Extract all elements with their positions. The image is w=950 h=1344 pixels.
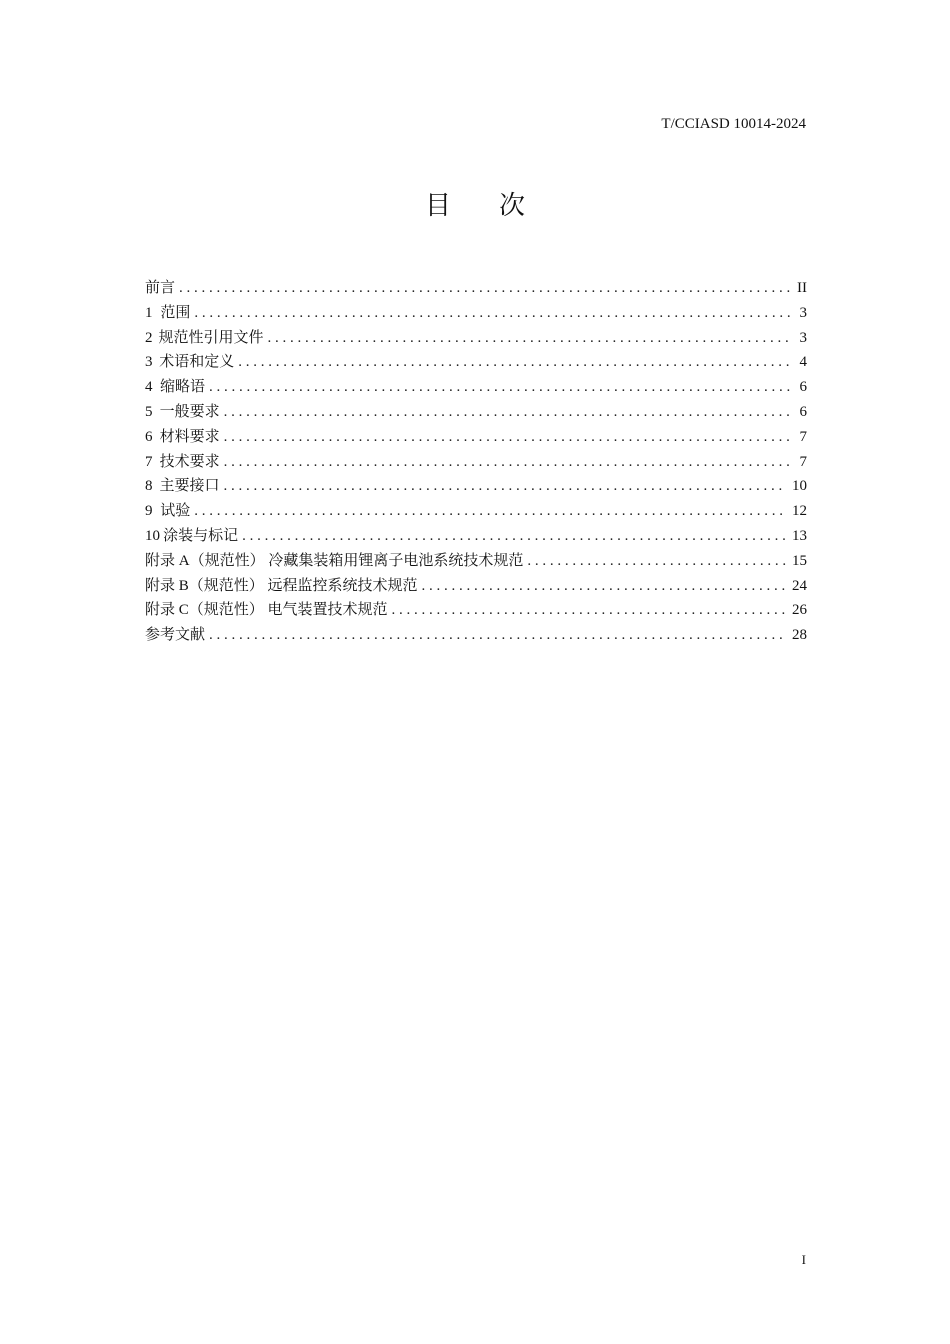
toc-item-references[interactable] [145, 624, 807, 649]
toc-item-number: 4 [145, 379, 153, 396]
toc-leader-dots [238, 351, 791, 373]
toc-item-label: 技术要求 [159, 453, 220, 470]
toc-item-label: 前言 [145, 280, 176, 296]
toc-item-page: 4 [799, 354, 807, 371]
toc-item-number: 8 [145, 478, 153, 495]
toc-leader-dots [194, 302, 791, 324]
toc-item-3[interactable] [145, 351, 807, 376]
toc-item-page: 12 [792, 503, 807, 520]
page-title [0, 189, 950, 223]
table-of-contents [145, 277, 807, 649]
toc-item-page: 10 [792, 478, 807, 495]
toc-item-page: 3 [799, 304, 807, 321]
toc-item-number: 10 [145, 527, 160, 544]
toc-leader-dots [527, 550, 786, 572]
toc-item-page: 7 [799, 428, 807, 445]
toc-leader-dots [179, 277, 791, 299]
toc-item-label: 缩略语 [159, 379, 205, 396]
toc-item-1[interactable] [145, 302, 807, 327]
toc-item-page: 24 [792, 577, 807, 594]
toc-item-label: 主要接口 [159, 478, 220, 495]
toc-item-appendix-c[interactable] [145, 599, 807, 624]
toc-item-label: 附录 B（规范性） 远程监控系统技术规范 [145, 577, 418, 594]
toc-item-label: 范围 [160, 304, 191, 321]
toc-item-label: 规范性引用文件 [158, 329, 264, 346]
toc-leader-dots [209, 376, 791, 398]
toc-item-number: 3 [145, 354, 153, 371]
toc-item-8[interactable] [145, 475, 807, 500]
toc-leader-dots [223, 475, 786, 497]
toc-leader-dots [267, 327, 791, 349]
toc-item-7[interactable] [145, 451, 807, 476]
toc-item-page: 6 [799, 379, 807, 396]
toc-item-page: 3 [799, 329, 807, 346]
standard-number: T/CCIASD 10014-2024 [661, 116, 806, 132]
title-char-1: 目 [424, 191, 451, 221]
toc-item-number: 6 [145, 428, 153, 445]
toc-item-label: 材料要求 [159, 428, 220, 445]
toc-item-number: 9 [145, 503, 153, 520]
toc-item-label: 参考文献 [145, 627, 206, 644]
toc-item-label: 术语和定义 [159, 354, 235, 371]
toc-item-label: 附录 A（规范性） 冷藏集装箱用锂离子电池系统技术规范 [145, 552, 524, 569]
toc-leader-dots [194, 500, 786, 522]
toc-item-number: 2 [145, 329, 153, 346]
toc-leader-dots [224, 451, 791, 473]
toc-item-4[interactable] [145, 376, 807, 401]
toc-leader-dots [209, 624, 786, 646]
title-char-2: 次 [499, 191, 526, 221]
toc-item-page: 7 [799, 453, 807, 470]
toc-leader-dots [224, 426, 791, 448]
toc-item-foreword[interactable] [145, 277, 807, 302]
toc-item-page: 26 [792, 602, 807, 619]
toc-item-5[interactable] [145, 401, 807, 426]
toc-leader-dots [392, 599, 786, 621]
toc-item-number: 5 [145, 403, 153, 420]
toc-item-label: 附录 C（规范性） 电气装置技术规范 [145, 602, 388, 619]
toc-item-page: 13 [792, 527, 807, 544]
toc-item-9[interactable] [145, 500, 807, 525]
toc-item-10[interactable] [145, 525, 807, 550]
toc-item-label: 涂装与标记 [163, 527, 239, 544]
toc-item-page: II [797, 280, 807, 296]
toc-item-appendix-a[interactable] [145, 550, 807, 575]
toc-item-6[interactable] [145, 426, 807, 451]
toc-item-2[interactable] [145, 327, 807, 352]
toc-item-page: 15 [792, 552, 807, 569]
toc-item-number: 1 [145, 304, 153, 321]
toc-leader-dots [242, 525, 786, 547]
page-number: I [801, 1252, 806, 1267]
toc-item-page: 6 [799, 403, 807, 420]
toc-item-number: 7 [145, 453, 153, 470]
toc-item-label: 一般要求 [159, 403, 220, 420]
toc-item-appendix-b[interactable] [145, 575, 807, 600]
toc-item-label: 试验 [160, 503, 191, 520]
toc-leader-dots [224, 401, 791, 423]
toc-item-page: 28 [792, 627, 807, 644]
toc-leader-dots [422, 575, 786, 597]
